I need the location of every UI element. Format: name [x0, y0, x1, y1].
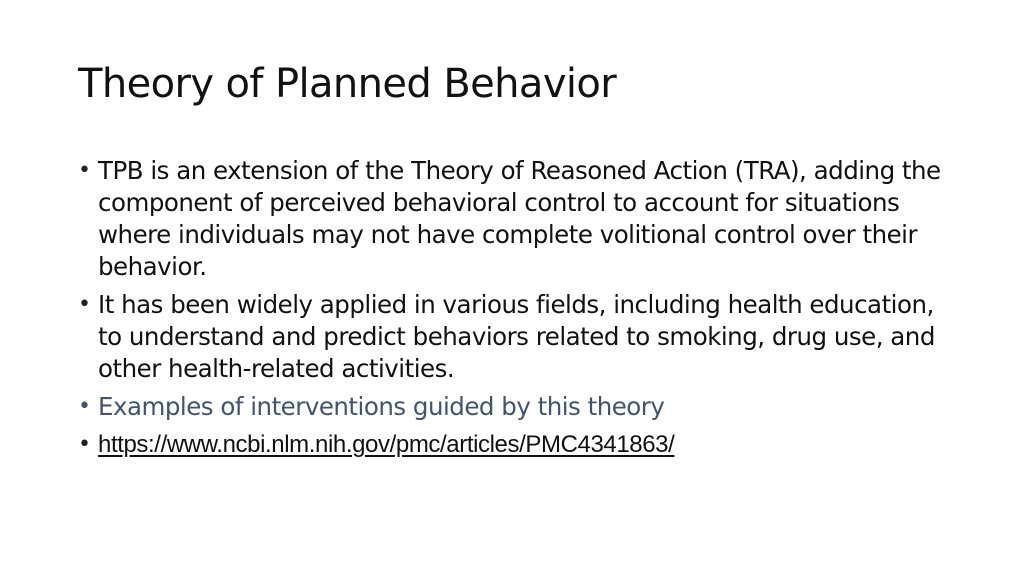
- bullet-text: TPB is an extension of the Theory of Reasoned Action (TRA), adding the component of perceived behavioral control to account for situations where individuals may not have complete volitional control over their behavior.: [98, 156, 941, 281]
- bullet-text: Examples of interventions guided by this theory: [98, 392, 665, 421]
- slide-title: Theory of Planned Behavior: [78, 61, 617, 107]
- bullet-marker: •: [78, 394, 91, 419]
- bullet-text: It has been widely applied in various fields, including health education, to understand and predict behaviors related to smoking, drug use, and other health-related activities.: [98, 290, 935, 383]
- reference-link[interactable]: https://www.ncbi.nlm.nih.gov/pmc/articles/PMC4341863/: [98, 431, 675, 458]
- bullet-item-examples: [78, 391, 948, 423]
- bullet-item-applications: [78, 289, 948, 385]
- bullet-marker: •: [78, 158, 91, 183]
- bullet-marker: •: [78, 292, 91, 317]
- bullet-item-tpb-extension: [78, 155, 948, 283]
- bullet-item-reference-link[interactable]: [78, 429, 948, 461]
- bullet-list: [78, 155, 948, 467]
- bullet-marker: •: [78, 432, 91, 457]
